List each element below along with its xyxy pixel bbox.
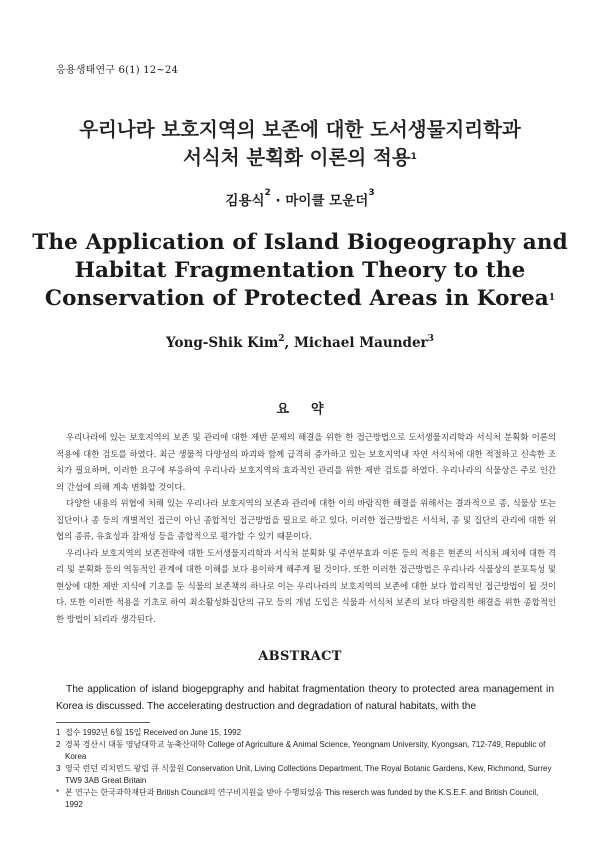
footnote-mark: 1 — [56, 728, 61, 737]
english-author-1-mark: 2 — [278, 334, 285, 344]
korean-title-line2-text: 서식처 분획화 이론의 적용 — [183, 146, 411, 169]
footnote-mark: * — [56, 788, 60, 797]
english-abstract-paragraph: The application of island biogepgraphy and habitat fragmentation theory to protected area management in Korea is discussed. The accelerating destruction and degradation of natural habitats, with the — [56, 684, 554, 712]
english-title-line2: Habitat Fragmentation Theory to the — [74, 258, 526, 283]
korean-abstract — [56, 429, 556, 627]
english-title-line1: The Application of Island Biogeography and — [32, 230, 568, 255]
footnote-item — [56, 727, 558, 739]
korean-title-line2 — [0, 144, 600, 172]
footnote-mark: 3 — [56, 764, 61, 773]
english-author-2: Michael Maunder — [293, 335, 428, 351]
english-author-1: Yong-Shik Kim — [166, 335, 279, 351]
korean-author-2: 마이클 모운더 — [285, 193, 369, 209]
english-title-line3-text: Conservation of Protected Areas in Korea — [44, 286, 549, 311]
english-author-2-mark: 3 — [427, 334, 434, 344]
korean-title-line1: 우리나라 보호지역의 보존에 대한 도서생물지리학과 — [79, 118, 521, 141]
korean-authors — [0, 189, 600, 209]
footnote-item — [56, 763, 558, 787]
english-title — [0, 229, 600, 313]
korean-abstract-heading: 요약 — [276, 402, 346, 417]
korean-abstract-paragraph-2: 다양한 내용의 위협에 처해 있는 우리나라 보호지역의 보존과 관리에 대한 이의 바람직한 해결을 위해서는 결과적으로 종, 식물상 또는 집단이나 종 등의 개별적인 접근이 아닌 종합적인 접근방법을 필요로 하고 있다. 이러한 접근방법은 서식처, 종 및 집단의 관리에 대한 위협의 종류, 유효성과 잠재성 등을 종합적으로 평가할 수 있기 때문이다. — [56, 498, 556, 541]
english-authors — [0, 335, 600, 351]
footnote-item — [56, 739, 558, 763]
english-title-footnote-mark: 1 — [548, 293, 556, 303]
english-title-line3 — [0, 285, 600, 313]
footnote-mark: 2 — [56, 740, 61, 749]
korean-abstract-paragraph-3: 우리나라 보호지역의 보존전략에 대한 도서생물지리학과 서식처 분획화 및 주연부효과 이론 등의 적용은 현존의 서식처 패치에 대한 격리 및 분획화 등의 역동적인 관계에 대한 이해를 보다 용이하게 해주게 될 것이다. 또한 이러한 접근방법은 우리나라 식물상의 분포특성 및 현상에 대한 제반 지식에 기초를 둔 식물의 보존책의 하나로 이는 우리나라의 보호지역의 보존에 대한 보다 합리적인 접근방법이 될 것이다. 또한 이러한 적용을 기초로 하여 최소활성화집단의 규모 등의 개념 도입은 식물과 서식처 보존의 보다 바람직한 해결을 위한 종합적인 한 방법이 되리라 생각된다. — [56, 547, 556, 624]
footnote-rule — [56, 722, 150, 723]
korean-author-2-mark: 3 — [368, 188, 375, 198]
english-abstract — [56, 681, 554, 715]
korean-author-separator: · — [275, 193, 281, 209]
korean-title-footnote-mark: 1 — [410, 152, 417, 162]
footnote-text: 접수 1992년 6월 15일 Received on June 15, 1992 — [65, 728, 242, 737]
abstract-heading: ABSTRACT — [258, 649, 342, 664]
footnote-item — [56, 787, 558, 811]
footnote-text: 경북 경산시 대동 영남대학교 농축산대학 College of Agriculture & Animal Science, Yeongnam University, Kyongsan, 712-749, Republic of Korea — [65, 740, 546, 761]
korean-author-1: 김용식 — [225, 193, 265, 209]
korean-abstract-paragraph-1: 우리나라에 있는 보호지역의 보존 및 관리에 대한 제반 문제의 해결을 위한 한 접근방법으로 도서생물지리학과 서식처 분획화 이론의 적용에 대한 검토를 하였다. 최근 생물적 다양성의 파괴와 함께 급격히 증가하고 있는 보호지역내 자연 서식처에 대한 적절하고 신속한 조치가 필요하며, 이러한 요구에 부응하여 우리나라 보호지역의 효과적인 관리를 위한 제반 검토를 하였다. 우리나라의 식물상은 주로 인간의 간섭에 의해 계속 변화할 것이다. — [56, 432, 556, 492]
english-author-separator: , — [284, 335, 290, 351]
korean-title — [0, 116, 600, 172]
korean-author-1-mark: 2 — [264, 188, 271, 198]
footnote-text: 영국 런던 리치먼드 왕립 큐 식물원 Conservation Unit, Living Collections Department, The Royal Botanic Gardens, Kew, Richmond, Surrey TW9 3AB Great Britain — [65, 764, 552, 785]
journal-citation: 응용생태연구 6(1) 12~24 — [56, 65, 179, 76]
footnote-text: 본 연구는 한국과학재단과 British Council의 연구비지원을 받아 수행되었음 This reserch was funded by the K.S.E.F. and British Council, 1992 — [65, 788, 539, 809]
footnotes — [56, 727, 558, 811]
